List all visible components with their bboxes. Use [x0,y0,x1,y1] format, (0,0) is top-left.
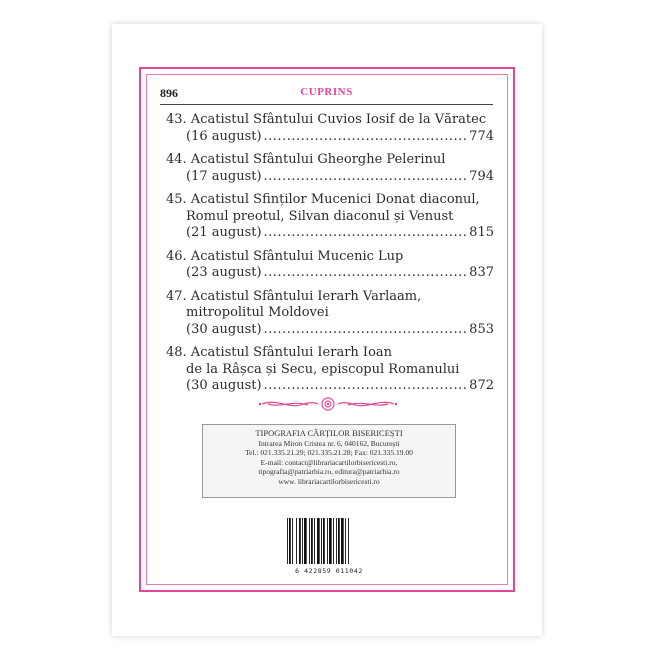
toc-entry [166,152,494,185]
toc-entry-title-line: 43. Acatistul Sfântului Cuvios Iosif de la Văratec [166,112,487,127]
toc-entry-date: (30 august) [186,321,262,337]
toc-entry-date: (30 august) [186,378,262,393]
toc-entry-title-line: 47. Acatistul Sfântului Ierarh Varlaam, [166,288,422,304]
toc-entry-page: 853 [469,321,494,337]
publisher-email-1: E-mail: contact@librariacartilorbisericesti.ro, [260,457,398,467]
toc-entry-title-line: de la Râșca și Secu, episcopul Romanului [186,361,460,377]
publisher-name: TIPOGRAFIA CĂRȚILOR BISERICEȘTI [255,428,403,438]
toc-entry-date-line [166,322,494,339]
toc-entry-title-line: 48. Acatistul Sfântului Ierarh Ioan [166,345,393,360]
toc-entry-title-line: mitropolitul Moldovei [186,305,329,320]
toc-entry [166,289,494,339]
toc-entry-page: 794 [469,168,494,184]
publisher-website: www. librariacartilorbisericesti.ro [278,476,380,486]
section-title: CUPRINS [300,86,353,98]
toc-leader-dots [264,129,468,146]
page-number: 896 [160,86,178,100]
barcode-bars [287,518,371,564]
toc-entry-title-line: 45. Acatistul Sfinților Mucenici Donat diaconul, [166,192,480,207]
toc-entry-date: (23 august) [186,265,262,280]
publisher-info-box [202,424,456,498]
toc-entry-date: (16 august) [186,128,262,144]
toc-entry-date: (17 august) [186,168,262,184]
publisher-phones: Tel.: 021.335.21.29; 021.335.21.28; Fax: 021.335.19.00 [245,448,413,458]
toc-entry-page: 872 [469,378,494,393]
toc-entry-date-line [166,169,494,186]
toc-entry-page: 815 [469,225,494,240]
toc-entry [166,112,494,145]
toc-entry-title-line: 46. Acatistul Sfântului Mucenic Lup [166,248,404,264]
toc-entry-date: (21 august) [186,225,262,240]
toc-entry-date-line [166,225,494,242]
toc-entry [166,345,494,395]
publisher-email-2: tipografia@patriarhia.ro, editura@patriarhia.ro [258,467,400,477]
toc-entry-page: 774 [469,128,494,144]
publisher-address: Intrarea Miron Cristea nr. 6, 040162, București [258,439,400,448]
toc-entry-page: 837 [469,265,494,280]
toc-leader-dots [264,322,468,339]
barcode-digits: 6 422859 011042 [295,567,363,575]
toc-leader-dots [264,225,468,242]
toc-entry [166,249,494,282]
toc-entry [166,192,494,242]
table-of-contents [166,112,494,402]
toc-leader-dots [264,265,468,282]
barcode [284,515,374,577]
toc-leader-dots [264,378,468,395]
toc-entry-date-line [166,378,494,395]
toc-entry-date-line [166,265,494,282]
page-header [160,86,493,105]
toc-entry-title-line: Romul preotul, Silvan diaconul și Venust [186,208,454,224]
ornament-divider-icon [258,396,398,412]
toc-entry-title-line: 44. Acatistul Sfântului Gheorghe Pelerinul [166,152,446,167]
toc-leader-dots [264,169,468,186]
toc-entry-date-line [166,129,494,146]
